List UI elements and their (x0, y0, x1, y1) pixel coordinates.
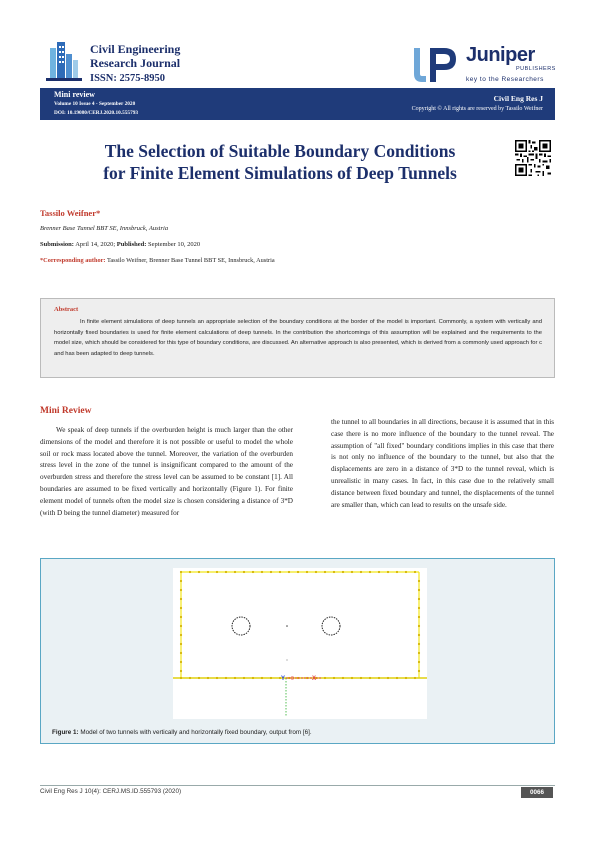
support-marker (252, 677, 254, 679)
published-date: September 10, 2020 (146, 241, 201, 248)
figure-caption-text: Model of two tunnels with vertically and horizontally fixed boundary, output from [6]. (78, 729, 312, 736)
support-marker (225, 677, 227, 679)
support-marker (180, 677, 182, 679)
support-marker (180, 571, 182, 573)
publisher-name: Juniper (466, 44, 535, 66)
support-marker (418, 661, 420, 663)
article-banner (40, 88, 555, 120)
figure-caption (52, 729, 312, 736)
article-title (40, 140, 520, 184)
corresponding-author (40, 257, 275, 264)
abstract-box (40, 298, 555, 378)
support-marker (378, 677, 380, 679)
support-marker (351, 677, 353, 679)
support-marker (207, 571, 209, 573)
support-marker (405, 677, 407, 679)
journal-logo-icon (44, 40, 84, 84)
figure-caption-label: Figure 1: (52, 729, 79, 736)
author-name: Tassilo Weifner* (40, 208, 101, 218)
journal-name (90, 42, 180, 70)
support-marker (180, 661, 182, 663)
support-marker (180, 670, 182, 672)
support-marker (180, 643, 182, 645)
support-marker (369, 571, 371, 573)
support-marker (225, 571, 227, 573)
axis-y-label: Y (281, 676, 286, 682)
support-marker (180, 607, 182, 609)
submission-label: Submission: (40, 241, 74, 248)
journal-abbreviation: Civil Eng Res J (493, 94, 543, 103)
publisher-sub: PUBLISHERS (516, 66, 556, 72)
juniper-logo-icon (408, 44, 464, 86)
support-marker (261, 571, 263, 573)
support-marker (261, 677, 263, 679)
journal-name-line1: Civil Engineering (90, 42, 181, 56)
support-marker (418, 607, 420, 609)
support-marker (405, 571, 407, 573)
copyright: Copyright © All rights are reserved by Tassilo Weifner (411, 106, 543, 112)
issn: ISSN: 2575-8950 (90, 73, 165, 84)
support-marker (360, 677, 362, 679)
footer-citation: Civil Eng Res J 10(4): CERJ.MS.ID.555793 (2020) (40, 788, 182, 795)
support-marker (418, 643, 420, 645)
support-marker (198, 571, 200, 573)
support-marker (243, 677, 245, 679)
support-marker (180, 589, 182, 591)
support-marker (396, 677, 398, 679)
support-marker (369, 677, 371, 679)
support-marker (342, 571, 344, 573)
support-marker (297, 571, 299, 573)
support-marker (234, 677, 236, 679)
support-marker (180, 580, 182, 582)
origin-label: 0 (291, 676, 294, 682)
footer-rule (40, 785, 555, 786)
published-label: Published: (115, 241, 147, 248)
support-marker (216, 571, 218, 573)
support-marker (216, 677, 218, 679)
fem-model-diagram (173, 568, 427, 719)
support-marker (418, 580, 420, 582)
support-marker (342, 677, 344, 679)
figure-box (40, 558, 555, 744)
support-marker (180, 634, 182, 636)
support-marker (418, 598, 420, 600)
axis-x-label: X (312, 676, 317, 682)
support-marker (252, 571, 254, 573)
support-marker (333, 677, 335, 679)
body-left-column: We speak of deep tunnels if the overburden height is much larger than the other dimensions of the model and therefore it is not possible or useful to model the whole soil or rock mass located above the tunnel. Moreover, the variation of the overburden stress level in the zone of the tunnel is insignificant compared to the amount of the overburden stress and therefore the stress level can be assumed to be constant [1]. All boundaries are assumed to be fixed vertically and horizontally (Figure 1). For finite element model of tunnels often the model size is chosen considering a distance of 3*D (with D being the tunnel diameter) measured for (40, 426, 293, 517)
support-marker (418, 634, 420, 636)
journal-name-line2: Research Journal (90, 56, 181, 70)
support-marker (198, 677, 200, 679)
figure-image (173, 568, 427, 719)
corresponding-author-label: *Corresponding author: (40, 257, 106, 264)
support-marker (279, 571, 281, 573)
support-marker (243, 571, 245, 573)
support-marker (315, 571, 317, 573)
support-marker (414, 571, 416, 573)
support-marker (387, 677, 389, 679)
body-right-column: the tunnel to all boundaries in all directions, because it is assumed that in this case there is no more influence of the boundary to the tunnel reveal. The assumption of "all fixed" boundary conditions implies in this case that there is not only no influence of the boundary to the tunnel, but also that the displacements are zero in a distance of 3*D to the tunnel reveal, which is unrealistic in many cases. In fact, in this case due to the relatively small distance between fixed boundary and tunnel, the displacements of the tunnel are smaller than, which can lead to results on the unsafe side. (331, 418, 554, 509)
support-marker (418, 625, 420, 627)
support-marker (306, 571, 308, 573)
corresponding-author-text: Tassilo Weifner, Brenner Base Tunnel BBT SE, Innsbruck, Austria (105, 257, 275, 264)
support-marker (396, 571, 398, 573)
support-marker (414, 677, 416, 679)
support-marker (324, 677, 326, 679)
article-title-line1: The Selection of Suitable Boundary Conditions (104, 141, 456, 161)
support-marker (418, 652, 420, 654)
support-marker (288, 571, 290, 573)
article-dates (40, 241, 200, 248)
article-category: Mini review (54, 90, 95, 99)
page-number: 0066 (521, 787, 553, 798)
abstract-text: In finite element simulations of deep tunnels an appropriate selection of the boundary conditions at the border of the model is important. Commonly, a system with vertically and horizontally fixed boundaries is used for finite element calculations of deep tunnels. In the contribution the shortcomings of this assumption will be explained and the requirements to the model size, which should be considered for this type of boundary conditions, are discussed. An alternative approach is also presented, which is derived from a commonly used approach for c and has been adapted to deep tunnels. (54, 319, 542, 357)
support-marker (418, 616, 420, 618)
support-marker (270, 677, 272, 679)
support-marker (378, 571, 380, 573)
volume-issue: Volume 10 Issue 4 - September 2020 (54, 101, 136, 107)
support-marker (324, 571, 326, 573)
support-marker (189, 571, 191, 573)
support-marker (180, 616, 182, 618)
support-marker (180, 625, 182, 627)
support-marker (333, 571, 335, 573)
qr-code-icon[interactable] (515, 140, 551, 176)
support-marker (418, 589, 420, 591)
support-marker (180, 652, 182, 654)
section-heading: Mini Review (40, 406, 92, 416)
doi[interactable]: DOI: 10.19080/CERJ.2020.10.555793 (54, 110, 139, 116)
support-marker (189, 677, 191, 679)
support-marker (234, 571, 236, 573)
support-marker (207, 677, 209, 679)
support-marker (387, 571, 389, 573)
support-marker (418, 670, 420, 672)
support-marker (270, 571, 272, 573)
support-marker (360, 571, 362, 573)
submission-date: April 14, 2020; (73, 241, 116, 248)
article-title-line2: for Finite Element Simulations of Deep Tunnels (103, 163, 457, 183)
abstract-heading: Abstract (54, 306, 79, 313)
publisher-tagline: key to the Researchers (466, 76, 544, 83)
support-marker (351, 571, 353, 573)
author-affiliation: Brenner Base Tunnel BBT SE, Innsbruck, Austria (40, 225, 169, 232)
support-marker (180, 598, 182, 600)
